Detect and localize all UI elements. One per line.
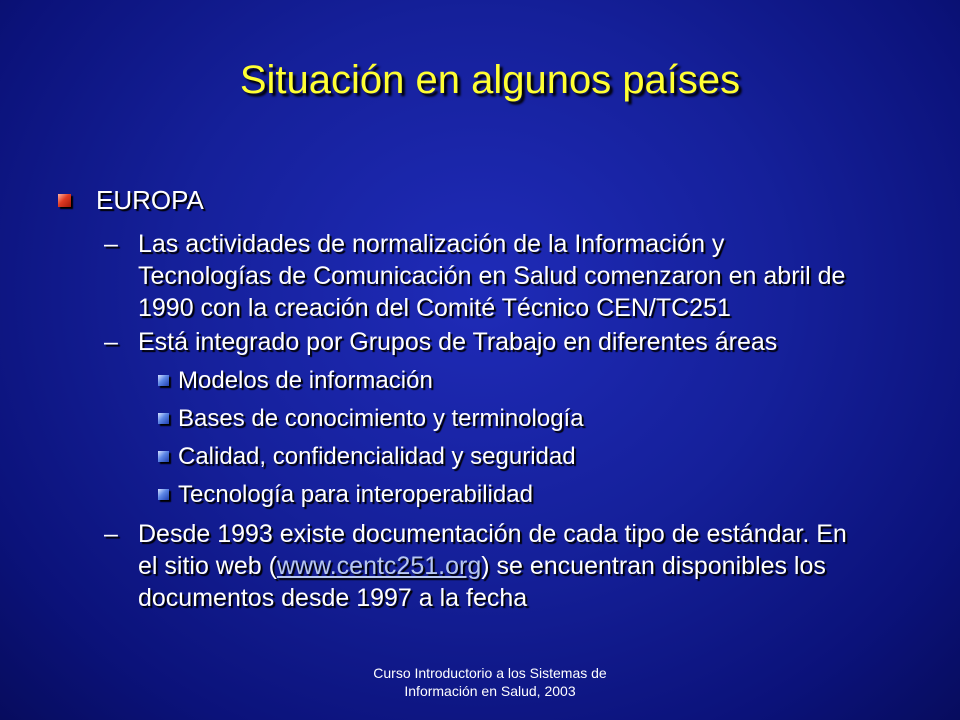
list-item-label: Modelos de información bbox=[178, 367, 433, 394]
paragraph-line: Desde 1993 existe documentación de cada tipo de estándar. En bbox=[138, 520, 847, 548]
paragraph-line: 1990 con la creación del Comité Técnico CEN/TC251 bbox=[138, 294, 731, 322]
blue-square-bullet-icon bbox=[158, 489, 169, 500]
text-before-link: el sitio web ( bbox=[138, 552, 277, 580]
list-item-label: Tecnología para interoperabilidad bbox=[178, 481, 533, 508]
heading-label: EUROPA bbox=[96, 185, 204, 215]
centc251-link[interactable]: www.centc251.org bbox=[276, 552, 482, 580]
footer-line: Información en Salud, 2003 bbox=[404, 683, 576, 699]
paragraph-line: Las actividades de normalización de la Información y bbox=[138, 230, 725, 258]
footer-line: Curso Introductorio a los Sistemas de bbox=[373, 665, 607, 681]
list-item-label: Bases de conocimiento y terminología bbox=[178, 405, 584, 432]
paragraph-line: Está integrado por Grupos de Trabajo en diferentes áreas bbox=[138, 328, 778, 356]
slide-title: Situación en algunos países bbox=[239, 58, 741, 102]
slide-footer bbox=[280, 664, 700, 700]
paragraph-line: documentos desde 1997 a la fecha bbox=[138, 584, 528, 612]
blue-square-bullet-icon bbox=[158, 451, 169, 462]
blue-square-bullet-icon bbox=[158, 375, 169, 386]
paragraph-line-with-link bbox=[138, 550, 826, 582]
paragraph-line: Tecnologías de Comunicación en Salud comenzaron en abril de bbox=[138, 262, 846, 290]
dash-bullet: – bbox=[104, 230, 118, 258]
dash-bullet: – bbox=[104, 328, 118, 356]
blue-square-bullet-icon bbox=[158, 413, 169, 424]
red-square-bullet-icon bbox=[58, 194, 71, 207]
dash-bullet: – bbox=[104, 520, 118, 548]
text-after-link: ) se encuentran disponibles los bbox=[481, 552, 826, 580]
list-item-label: Calidad, confidencialidad y seguridad bbox=[178, 443, 576, 470]
